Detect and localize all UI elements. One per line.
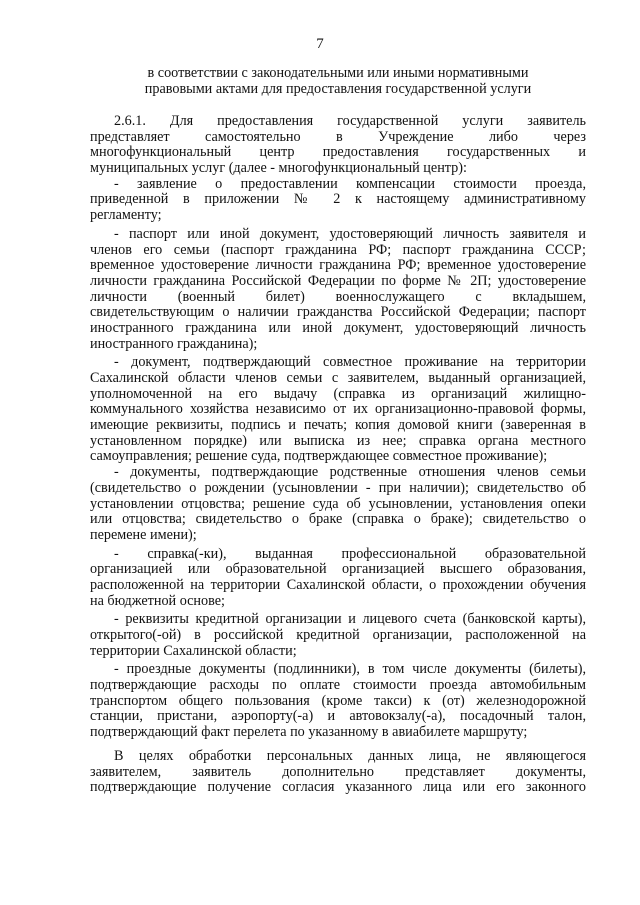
paragraph-line: представляет самостоятельно в Учреждение либо через bbox=[90, 128, 586, 145]
list-item-line: территории Сахалинской области; bbox=[90, 642, 297, 659]
heading-line: правовыми актами для предоставления государственной услуги bbox=[144, 80, 532, 97]
list-item-line: самоуправления; решение суда, подтверждающее совместное проживание); bbox=[90, 448, 548, 465]
page-number: 7 bbox=[316, 36, 324, 52]
paragraph-line: многофункциональный центр предоставления государственных и bbox=[90, 144, 586, 161]
list-item-line: станции, пристани, аэропорту(-а) и автовокзалу(-а), посадочный талон, bbox=[90, 708, 586, 725]
list-item-line: Сахалинской области членов семьи с заявителем, выданный организацией, bbox=[90, 370, 586, 386]
list-item-line: имеющие реквизиты, подпись и печать; копия домовой книги (заверенная в bbox=[90, 417, 586, 434]
paragraph-line: 2.6.1. Для предоставления государственной услуги заявитель bbox=[114, 113, 586, 129]
paragraph-line: В целях обработки персональных данных лица, не являющегося bbox=[114, 747, 586, 764]
list-item-line: подтверждающий факт перелета по указанному в авиабилете маршруту; bbox=[90, 724, 528, 741]
list-item-line: - справка(-ки), выданная профессиональной образовательной bbox=[114, 545, 586, 562]
list-item-line: - реквизиты кредитной организации и лицевого счета (банковской карты), bbox=[114, 611, 586, 628]
list-item-line: - документы, подтверждающие родственные отношения членов семьи bbox=[114, 464, 586, 481]
paragraph-line: подтверждающие получение согласия указанного лица или его законного bbox=[90, 779, 586, 796]
list-item-line: или отцовства; свидетельство о браке (справка о браке); свидетельство о bbox=[90, 511, 586, 528]
list-item-line: подтверждающие расходы по оплате стоимости проезда автомобильным bbox=[90, 677, 586, 694]
list-item-line: личности (военный билет) военнослужащего с вкладышем, bbox=[90, 288, 586, 305]
list-item-line: свидетельствующим о наличии гражданства Российской Федерации; паспорт bbox=[90, 304, 586, 321]
list-item-line: перемене имени); bbox=[90, 526, 197, 543]
list-item-line: открытого(-ой) в российской кредитной организации, расположенной на bbox=[90, 627, 586, 643]
paragraph-line: заявителем, заявитель дополнительно представляет документы, bbox=[90, 763, 586, 780]
list-item-line: приведенной в приложении № 2 к настоящему административному bbox=[90, 191, 586, 208]
list-item-line: иностранного гражданина или иной документ, удостоверяющий личность bbox=[90, 319, 586, 336]
list-item-line: членов его семьи (паспорт гражданина РФ; паспорт гражданина СССР; bbox=[90, 241, 586, 258]
list-item-line: уполномоченной на его выдачу (справка из организаций жилищно- bbox=[90, 385, 586, 402]
list-item-line: организацией или образовательной организацией высшего образования, bbox=[90, 561, 586, 578]
list-item-line: - проездные документы (подлинники), в том числе документы (билеты), bbox=[114, 661, 586, 678]
list-item-line: - документ, подтверждающий совместное проживание на территории bbox=[114, 354, 586, 371]
list-item-line: транспортом общего пользования (кроме такси) к (от) железнодорожной bbox=[90, 692, 586, 709]
list-item-line: личности гражданина Российской Федерации по форме № 2П; удостоверение bbox=[90, 272, 586, 289]
list-item-line: (свидетельство о рождении (усыновлении - при наличии); свидетельство об bbox=[90, 479, 586, 496]
list-item-line: временное удостоверение личности гражданина РФ; временное удостоверение bbox=[90, 257, 586, 274]
list-item-line: установлении отцовства; решение суда об усыновлении, установления опеки bbox=[90, 495, 586, 512]
body-text bbox=[90, 114, 586, 796]
paragraph-line: муниципальных услуг (далее - многофункциональный центр): bbox=[90, 160, 467, 177]
list-item-line: установленном порядке) или выписка из нее; справка органа местного bbox=[90, 432, 586, 449]
list-item-line: - паспорт или иной документ, удостоверяющий личность заявителя и bbox=[114, 225, 586, 242]
list-item-line: коммунального хозяйства независимо от их организационно-правовой формы, bbox=[90, 401, 586, 418]
list-item-line: регламенту; bbox=[90, 207, 162, 224]
list-item-line: на бюджетной основе; bbox=[90, 592, 225, 609]
list-item-line: расположенной на территории Сахалинской области, о прохождении обучения bbox=[90, 576, 586, 593]
list-item-line: иностранного гражданина); bbox=[90, 335, 258, 352]
heading-line: в соответствии с законодательными или иными нормативными bbox=[147, 65, 529, 81]
list-item-line: - заявление о предоставлении компенсации стоимости проезда, bbox=[114, 175, 586, 192]
section-heading bbox=[90, 66, 586, 97]
